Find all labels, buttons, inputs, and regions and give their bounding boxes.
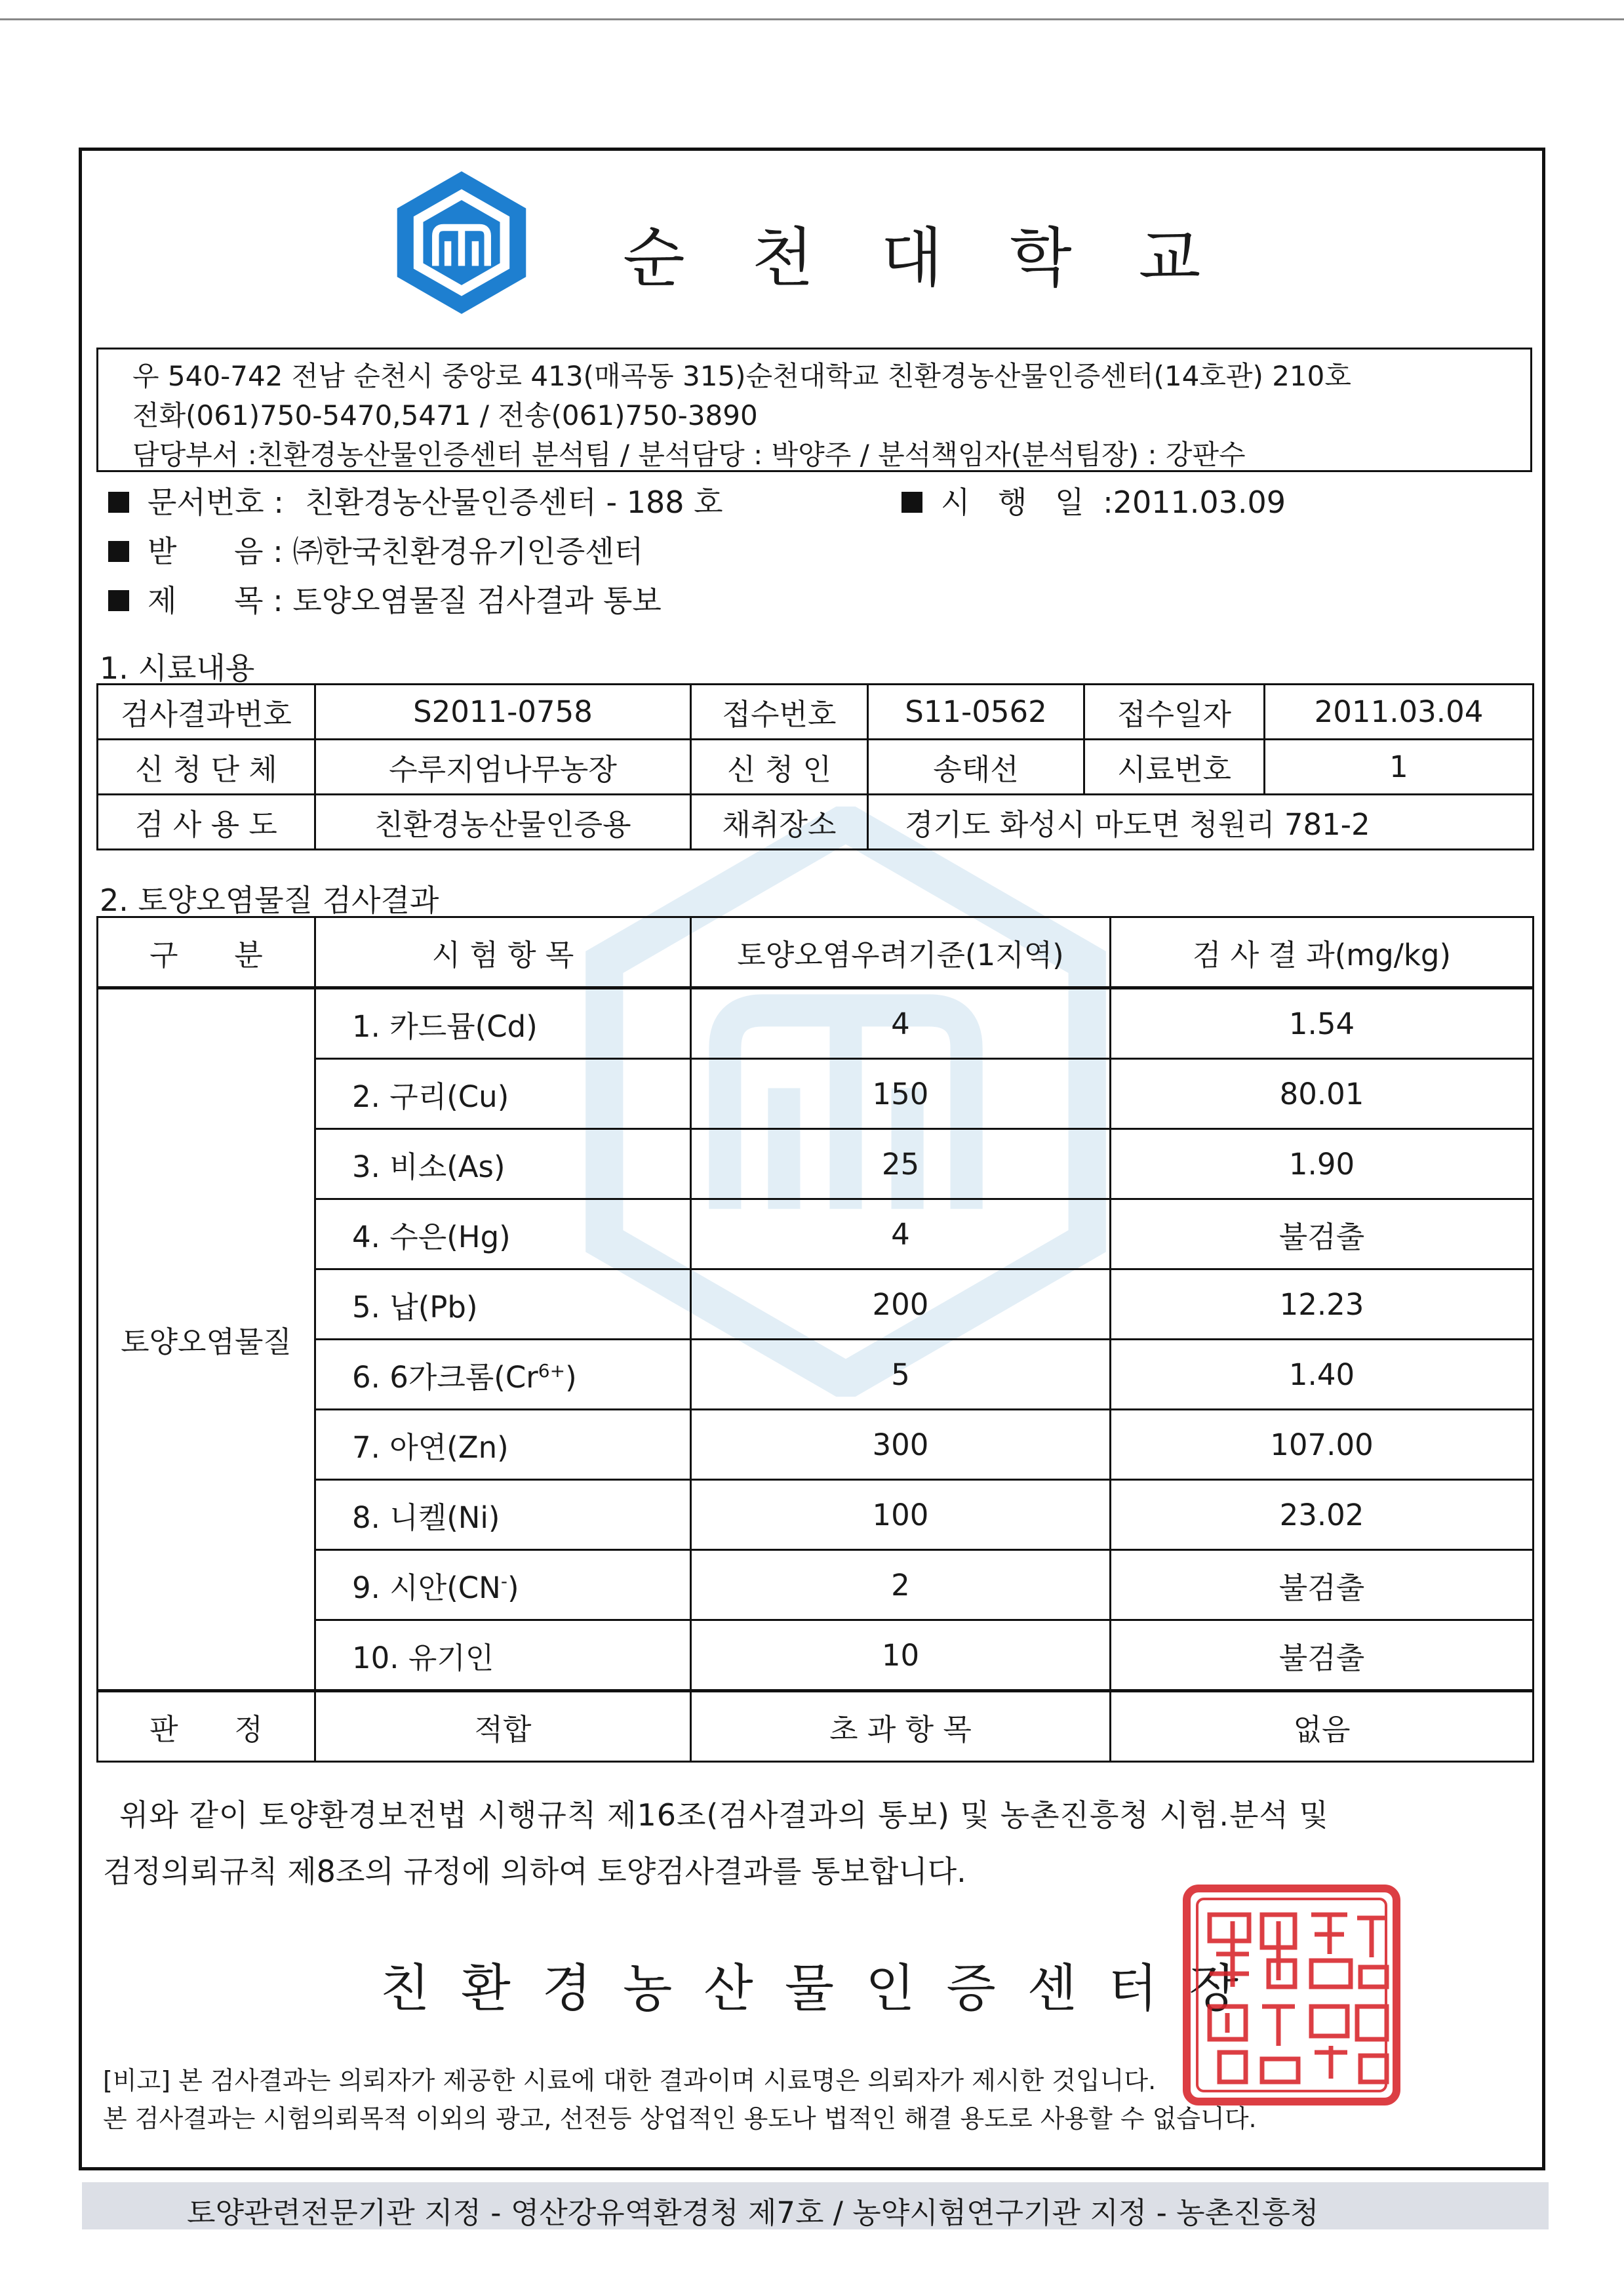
item-number: 3. <box>352 1149 380 1184</box>
doc-number-row <box>108 479 723 522</box>
section2-title: 2. 토양오염물질 검사결과 <box>100 883 439 918</box>
table-cell: 접수번호 <box>691 685 868 740</box>
item-number: 9. <box>352 1570 380 1605</box>
doc-number-value: 친환경농산물인증센터 - 188 호 <box>305 485 723 520</box>
standard-cell: 150 <box>691 1059 1111 1129</box>
column-header: 검 사 결 과(mg/kg) <box>1111 917 1534 988</box>
item-name: 시안(CN <box>389 1570 501 1605</box>
university-logo <box>392 167 531 318</box>
standard-cell: 4 <box>691 1199 1111 1269</box>
table-cell: 경기도 화성시 마도면 청원리 781-2 <box>868 795 1534 850</box>
item-name: 납(Pb) <box>389 1289 478 1325</box>
standard-cell: 200 <box>691 1269 1111 1340</box>
standard-cell: 5 <box>691 1340 1111 1410</box>
column-header: 토양오염우려기준(1지역) <box>691 917 1111 988</box>
result-cell: 12.23 <box>1111 1269 1534 1340</box>
table-cell: 신 청 단 체 <box>98 740 315 795</box>
issue-date-value: :2011.03.09 <box>1103 485 1286 520</box>
notice-line: 위와 같이 토양환경보전법 시행규칙 제16조(검사결과의 통보) 및 농촌진흥청 시험.분석 및 <box>119 1797 1329 1833</box>
table-cell: 송태선 <box>868 740 1084 795</box>
item-name: 수은(Hg) <box>389 1219 511 1254</box>
column-header: 시 험 항 목 <box>315 917 691 988</box>
item-number: 1. <box>352 1008 380 1044</box>
section1-title: 1. 시료내용 <box>100 650 255 686</box>
result-cell: 1.40 <box>1111 1340 1534 1410</box>
issue-date-row <box>901 479 1286 522</box>
test-item-cell <box>315 1410 691 1480</box>
bullet-square-icon <box>901 492 922 513</box>
issuer-name: 친환경농산물인증센터장 <box>380 1959 1270 2018</box>
top-rule <box>0 18 1624 20</box>
result-cell: 불검출 <box>1111 1550 1534 1620</box>
item-name: 아연(Zn) <box>389 1429 509 1465</box>
judgement-label: 판 정 <box>98 1691 315 1762</box>
table-row <box>98 795 1534 850</box>
subject-label: 제 목 : <box>148 583 283 618</box>
item-number: 8. <box>352 1500 380 1535</box>
category-cell: 토양오염물질 <box>98 988 315 1691</box>
item-number: 7. <box>352 1429 380 1465</box>
table-row <box>98 685 1534 740</box>
table-row <box>98 740 1534 795</box>
item-name-tail: ) <box>565 1359 577 1395</box>
item-number: 6. <box>352 1359 380 1395</box>
result-cell: 불검출 <box>1111 1199 1534 1269</box>
sample-info-table <box>96 683 1534 850</box>
item-number: 2. <box>352 1079 380 1114</box>
table-cell: 검 사 용 도 <box>98 795 315 850</box>
test-item-cell <box>315 1340 691 1410</box>
test-item-cell <box>315 988 691 1059</box>
standard-cell: 10 <box>691 1620 1111 1691</box>
result-cell: 107.00 <box>1111 1410 1534 1480</box>
column-header: 구 분 <box>98 917 315 988</box>
department-line: 담당부서 :친환경농산물인증센터 분석팀 / 분석담당 : 박양주 / 분석책임자(분석팀장) : 강판수 <box>132 439 1246 471</box>
recipient-value: ㈜한국친환경유기인증센터 <box>292 534 644 569</box>
table-cell: 1 <box>1265 740 1534 795</box>
footer-band <box>82 2182 1549 2229</box>
remark-line: 본 검사결과는 시험의뢰목적 이외의 광고, 선전등 상업적인 용도나 법적인 해결 용도로 사용할 수 없습니다. <box>103 2104 1257 2133</box>
notice-line: 검정의뢰규칙 제8조의 규정에 의하여 토양검사결과를 통보합니다. <box>103 1854 966 1889</box>
table-cell: 2011.03.04 <box>1265 685 1534 740</box>
item-name: 비소(As) <box>389 1149 505 1184</box>
item-name-tail: ) <box>507 1570 519 1605</box>
table-row <box>98 988 1534 1059</box>
item-number: 5. <box>352 1289 380 1325</box>
doc-number-label: 문서번호 : <box>148 485 284 520</box>
table-cell: 채취장소 <box>691 795 868 850</box>
standard-cell: 300 <box>691 1410 1111 1480</box>
contact-line: 전화(061)750-5470,5471 / 전송(061)750-3890 <box>132 399 758 431</box>
subject-value: 토양오염물질 검사결과 통보 <box>292 583 662 618</box>
judgement-row <box>98 1691 1534 1762</box>
table-header-row <box>98 917 1534 988</box>
exceed-value: 없음 <box>1111 1691 1534 1762</box>
bullet-square-icon <box>108 541 129 562</box>
table-cell: 신 청 인 <box>691 740 868 795</box>
test-item-cell <box>315 1550 691 1620</box>
standard-cell: 25 <box>691 1129 1111 1199</box>
address-box <box>96 348 1532 472</box>
standard-cell: 2 <box>691 1550 1111 1620</box>
recipient-row <box>108 528 643 571</box>
item-superscript: - <box>500 1570 507 1592</box>
address-line: 우 540-742 전남 순천시 중앙로 413(매곡동 315)순천대학교 친환경농산물인증센터(14호관) 210호 <box>132 360 1351 392</box>
item-number: 10. <box>352 1640 399 1675</box>
item-superscript: 6+ <box>538 1359 566 1382</box>
standard-cell: 100 <box>691 1480 1111 1550</box>
test-item-cell <box>315 1269 691 1340</box>
table-cell: 친환경농산물인증용 <box>315 795 691 850</box>
test-item-cell <box>315 1129 691 1199</box>
judgement-value: 적합 <box>315 1691 691 1762</box>
test-item-cell <box>315 1199 691 1269</box>
result-cell: 불검출 <box>1111 1620 1534 1691</box>
result-cell: 1.90 <box>1111 1129 1534 1199</box>
test-item-cell <box>315 1620 691 1691</box>
table-cell: 검사결과번호 <box>98 685 315 740</box>
table-cell: S2011-0758 <box>315 685 691 740</box>
item-name: 구리(Cu) <box>389 1079 509 1114</box>
university-name: 순천대학교 <box>623 221 1268 296</box>
table-cell: 수루지엄나무농장 <box>315 740 691 795</box>
table-cell: S11-0562 <box>868 685 1084 740</box>
bullet-square-icon <box>108 590 129 611</box>
result-cell: 23.02 <box>1111 1480 1534 1550</box>
results-table <box>96 916 1534 1763</box>
standard-cell: 4 <box>691 988 1111 1059</box>
test-item-cell <box>315 1480 691 1550</box>
issue-date-label: 시 행 일 <box>941 485 1094 520</box>
footer-text: 토양관련전문기관 지정 - 영산강유역환경청 제7호 / 농약시험연구기관 지정 - 농촌진흥청 <box>187 2195 1319 2230</box>
recipient-label: 받 음 : <box>148 534 283 569</box>
item-name: 카드뮴(Cd) <box>389 1008 538 1044</box>
item-number: 4. <box>352 1219 380 1254</box>
result-cell: 80.01 <box>1111 1059 1534 1129</box>
table-cell: 접수일자 <box>1084 685 1265 740</box>
test-item-cell <box>315 1059 691 1129</box>
table-cell: 시료번호 <box>1084 740 1265 795</box>
subject-row <box>108 577 662 620</box>
result-cell: 1.54 <box>1111 988 1534 1059</box>
bullet-square-icon <box>108 492 129 513</box>
item-name: 6가크롬(Cr <box>389 1359 538 1395</box>
exceed-label: 초 과 항 목 <box>691 1691 1111 1762</box>
remark-line: [비고] 본 검사결과는 의뢰자가 제공한 시료에 대한 결과이며 시료명은 의뢰자가 제시한 것입니다. <box>103 2066 1157 2095</box>
item-name: 유기인 <box>408 1640 494 1675</box>
official-seal <box>1180 1882 1403 2108</box>
item-name: 니켈(Ni) <box>389 1500 500 1535</box>
